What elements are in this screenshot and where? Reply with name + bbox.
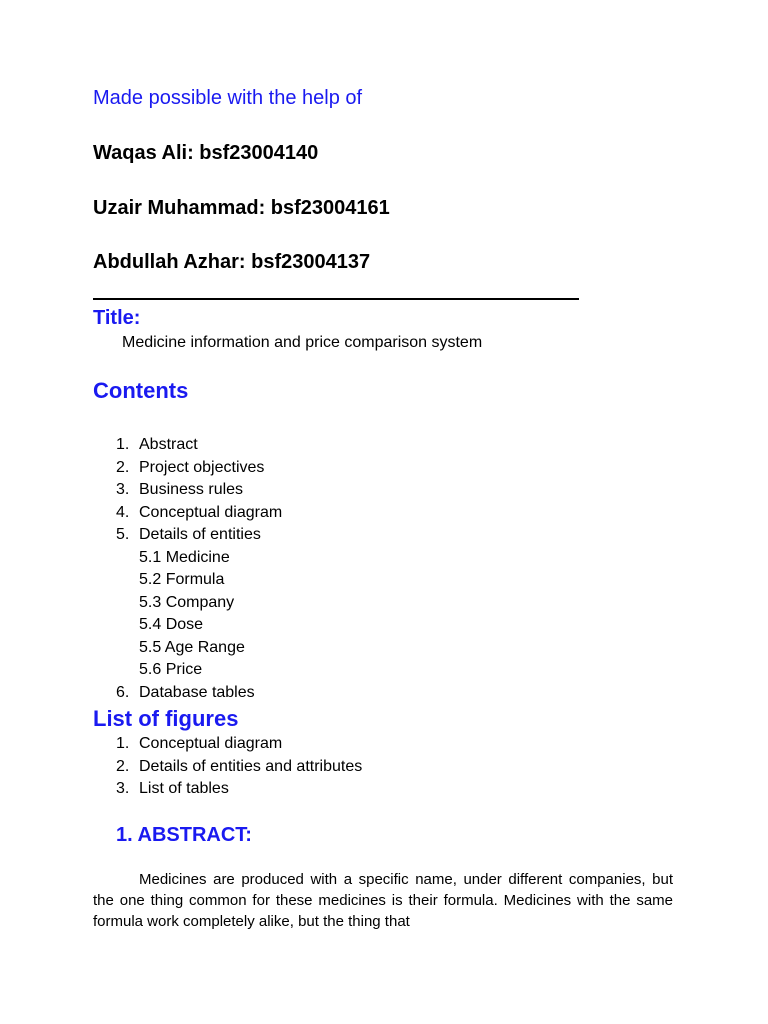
list-number: 2. xyxy=(116,459,130,476)
abstract-heading: 1. ABSTRACT: xyxy=(116,824,252,846)
figures-heading: List of figures xyxy=(93,706,239,731)
list-number: 5. xyxy=(116,526,130,543)
horizontal-rule xyxy=(93,298,579,300)
list-number: 1. xyxy=(116,735,130,752)
list-label: Business rules xyxy=(139,481,244,498)
list-label: Database tables xyxy=(139,684,255,701)
list-label: Conceptual diagram xyxy=(139,504,283,521)
abstract-body: Medicines are produced with a specific name, under different companies, but the one thing common for these medicines is their formula. Medicines with the same formula work completely alike, but the thing that xyxy=(93,871,673,930)
list-label: Project objectives xyxy=(139,459,265,476)
list-label: List of tables xyxy=(139,780,229,797)
list-number: 4. xyxy=(116,504,130,521)
list-label: 5.6 Price xyxy=(139,661,203,678)
list-label: 5.1 Medicine xyxy=(139,549,230,566)
list-label: 5.4 Dose xyxy=(139,616,204,633)
list-label: Details of entities and attributes xyxy=(139,758,363,775)
contents-heading: Contents xyxy=(93,378,189,403)
list-label: Abstract xyxy=(139,436,198,453)
team-member-2: Uzair Muhammad: bsf23004161 xyxy=(93,197,390,219)
list-label: Details of entities xyxy=(139,526,261,543)
credits-heading: Made possible with the help of xyxy=(93,87,363,109)
title-label: Title: xyxy=(93,307,141,329)
list-number: 1. xyxy=(116,436,130,453)
list-number: 2. xyxy=(116,758,130,775)
list-number: 3. xyxy=(116,780,130,797)
list-label: 5.5 Age Range xyxy=(139,639,245,656)
team-member-1: Waqas Ali: bsf23004140 xyxy=(93,142,319,164)
project-title: Medicine information and price comparison system xyxy=(122,334,483,351)
list-label: 5.2 Formula xyxy=(139,571,225,588)
team-member-3: Abdullah Azhar: bsf23004137 xyxy=(93,251,371,273)
list-number: 3. xyxy=(116,481,130,498)
list-label: 5.3 Company xyxy=(139,594,235,611)
list-label: Conceptual diagram xyxy=(139,735,283,752)
list-number: 6. xyxy=(116,684,130,701)
